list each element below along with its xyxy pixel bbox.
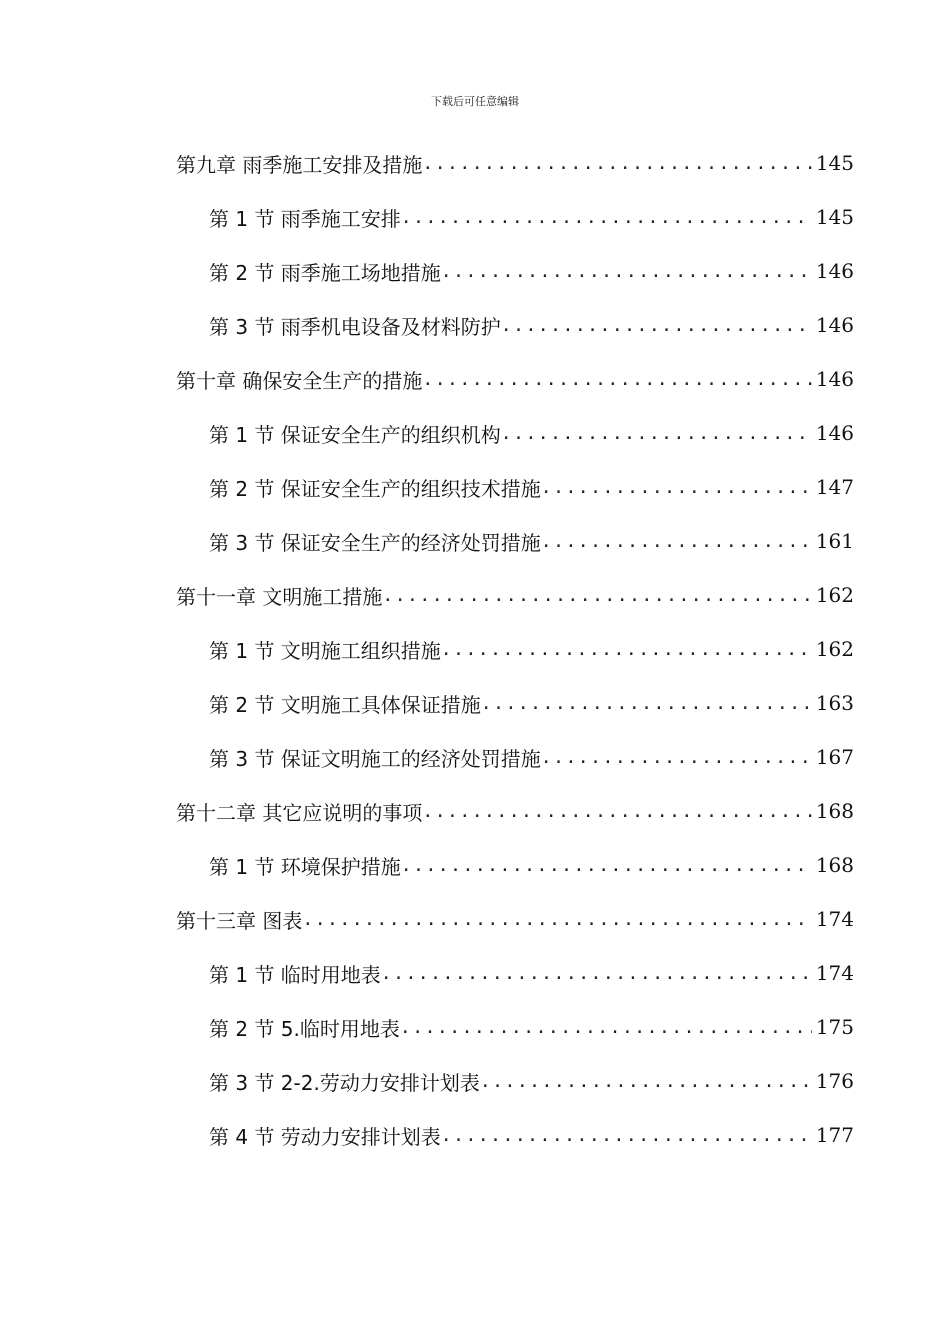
toc-entry-label: 第 1 节 保证安全生产的组织机构 xyxy=(209,422,501,447)
page-header: 下载后可任意编辑 xyxy=(431,95,519,108)
toc-dot-leader xyxy=(422,801,811,822)
toc-section-entry[interactable] xyxy=(176,406,854,460)
toc-dot-leader xyxy=(382,585,811,606)
toc-page-number: 146 xyxy=(815,421,854,445)
toc-dot-leader xyxy=(401,855,812,876)
toc-page-number: 145 xyxy=(815,151,854,175)
toc-page-number: 146 xyxy=(815,259,854,283)
toc-entry-label: 第 1 节 临时用地表 xyxy=(209,962,381,987)
toc-page-number: 175 xyxy=(815,1015,854,1039)
toc-section-entry[interactable] xyxy=(176,514,854,568)
toc-dot-leader xyxy=(541,747,812,768)
toc-entry-label: 第十三章 图表 xyxy=(176,908,303,933)
toc-dot-leader xyxy=(501,423,812,444)
toc-page-number: 174 xyxy=(815,907,854,931)
toc-dot-leader xyxy=(422,369,811,390)
toc-page-number: 147 xyxy=(815,475,854,499)
toc-section-entry[interactable] xyxy=(176,730,854,784)
toc-chapter-entry[interactable] xyxy=(176,784,854,838)
toc-page-number: 167 xyxy=(815,745,854,769)
toc-dot-leader xyxy=(541,531,812,552)
toc-page-number: 162 xyxy=(815,583,854,607)
toc-page-number: 177 xyxy=(815,1123,854,1147)
toc-page-number: 145 xyxy=(815,205,854,229)
toc-dot-leader xyxy=(481,693,812,714)
toc-chapter-entry[interactable] xyxy=(176,352,854,406)
toc-entry-label: 第 4 节 劳动力安排计划表 xyxy=(209,1124,441,1149)
toc-section-entry[interactable] xyxy=(176,946,854,1000)
toc-section-entry[interactable] xyxy=(176,190,854,244)
toc-dot-leader xyxy=(480,1071,812,1092)
toc-entry-label: 第 2 节 保证安全生产的组织技术措施 xyxy=(209,476,541,501)
toc-page-number: 163 xyxy=(815,691,854,715)
toc-dot-leader xyxy=(441,1125,812,1146)
toc-chapter-entry[interactable] xyxy=(176,568,854,622)
toc-dot-leader xyxy=(541,477,812,498)
toc-section-entry[interactable] xyxy=(176,1054,854,1108)
toc-dot-leader xyxy=(400,1017,812,1038)
toc-page-number: 176 xyxy=(815,1069,854,1093)
toc-section-entry[interactable] xyxy=(176,1108,854,1162)
toc-dot-leader xyxy=(501,315,812,336)
toc-entry-label: 第 3 节 保证安全生产的经济处罚措施 xyxy=(209,530,541,555)
toc-entry-label: 第 1 节 环境保护措施 xyxy=(209,854,401,879)
toc-entry-label: 第 3 节 雨季机电设备及材料防护 xyxy=(209,314,501,339)
toc-section-entry[interactable] xyxy=(176,460,854,514)
toc-entry-label: 第 3 节 保证文明施工的经济处罚措施 xyxy=(209,746,541,771)
toc-dot-leader xyxy=(441,639,812,660)
toc-dot-leader xyxy=(422,153,811,174)
toc-entry-label: 第 1 节 文明施工组织措施 xyxy=(209,638,441,663)
toc-entry-label: 第十二章 其它应说明的事项 xyxy=(176,800,423,825)
toc-entry-label: 第十章 确保安全生产的措施 xyxy=(176,368,423,393)
toc-dot-leader xyxy=(441,261,812,282)
toc-entry-label: 第 2 节 5.临时用地表 xyxy=(209,1016,400,1041)
toc-chapter-entry[interactable] xyxy=(176,892,854,946)
toc-entry-label: 第 2 节 文明施工具体保证措施 xyxy=(209,692,481,717)
toc-page-number: 168 xyxy=(815,853,854,877)
toc-page-number: 161 xyxy=(815,529,854,553)
toc-entry-label: 第 1 节 雨季施工安排 xyxy=(209,206,401,231)
toc-chapter-entry[interactable] xyxy=(176,136,854,190)
toc-entry-label: 第十一章 文明施工措施 xyxy=(176,584,383,609)
toc-page-number: 174 xyxy=(815,961,854,985)
toc-dot-leader xyxy=(401,207,812,228)
toc-page-number: 162 xyxy=(815,637,854,661)
toc-page-number: 146 xyxy=(815,367,854,391)
toc-entry-label: 第 3 节 2-2.劳动力安排计划表 xyxy=(209,1070,480,1095)
table-of-contents xyxy=(176,136,854,1162)
toc-page-number: 168 xyxy=(815,799,854,823)
toc-section-entry[interactable] xyxy=(176,676,854,730)
toc-entry-label: 第 2 节 雨季施工场地措施 xyxy=(209,260,441,285)
toc-page-number: 146 xyxy=(815,313,854,337)
toc-dot-leader xyxy=(381,963,812,984)
toc-section-entry[interactable] xyxy=(176,298,854,352)
toc-entry-label: 第九章 雨季施工安排及措施 xyxy=(176,152,423,177)
toc-section-entry[interactable] xyxy=(176,1000,854,1054)
toc-section-entry[interactable] xyxy=(176,838,854,892)
toc-section-entry[interactable] xyxy=(176,622,854,676)
toc-dot-leader xyxy=(302,909,811,930)
toc-section-entry[interactable] xyxy=(176,244,854,298)
